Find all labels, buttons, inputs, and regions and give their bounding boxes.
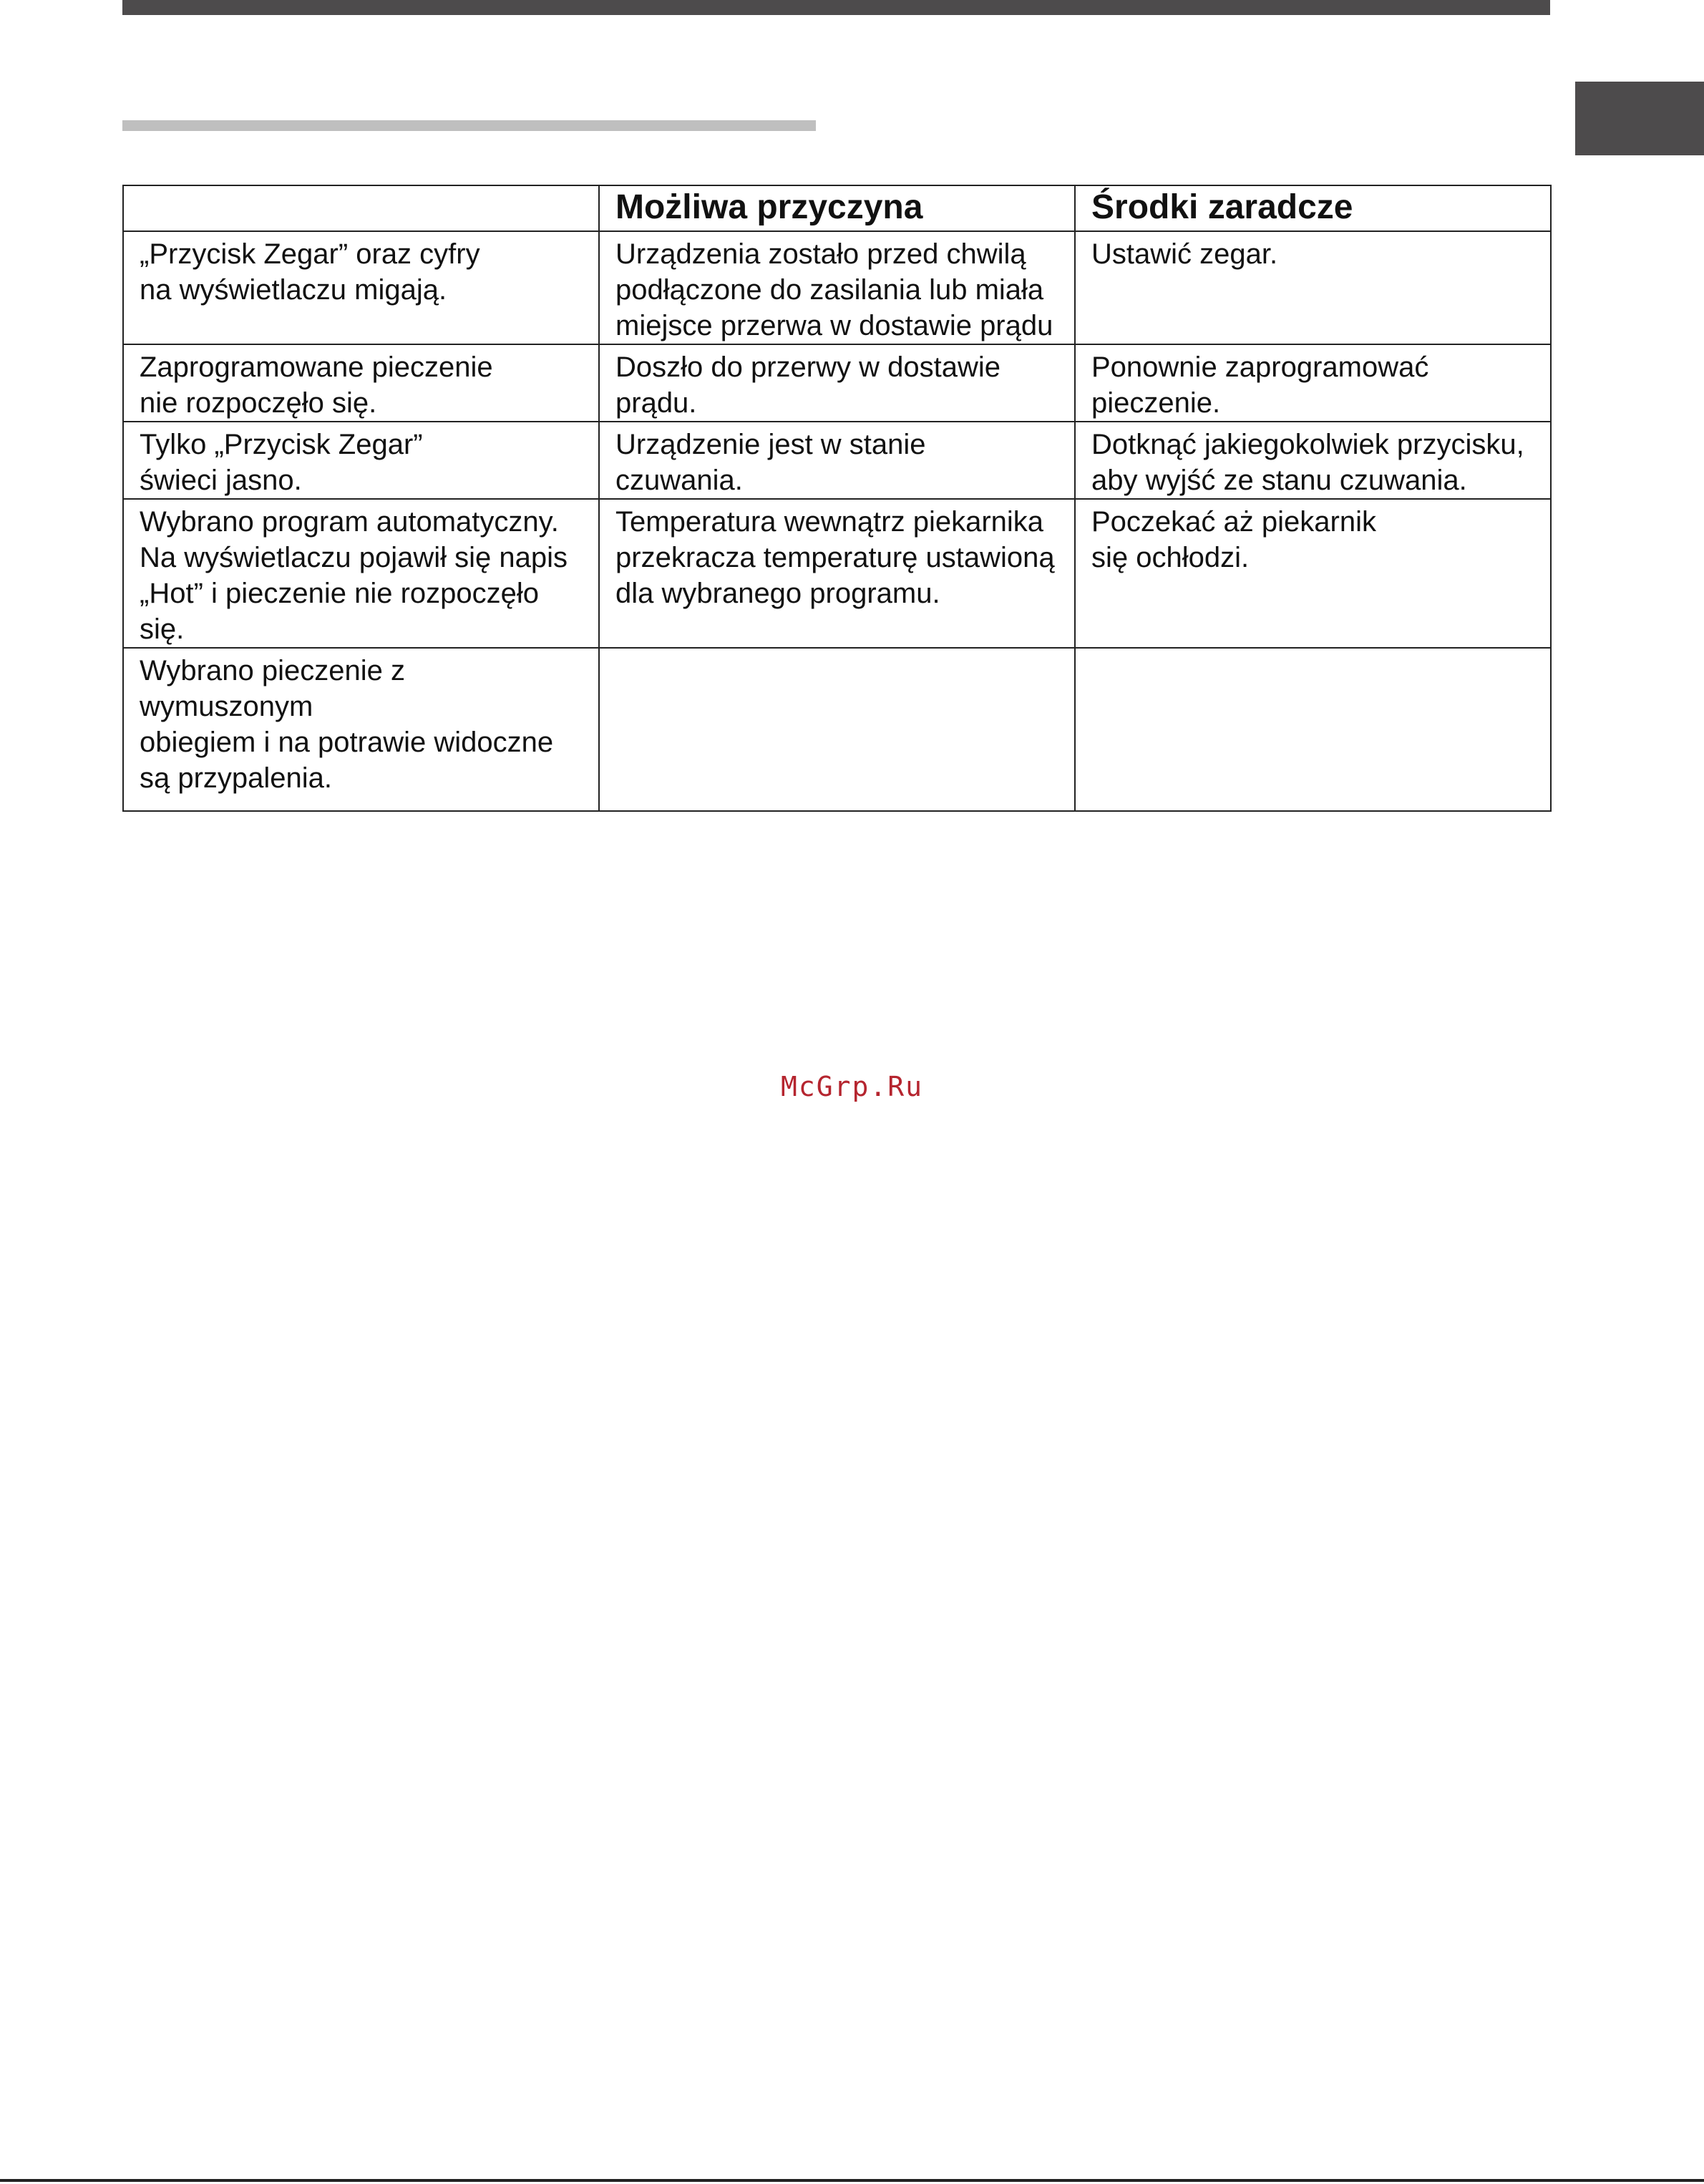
cell-cause xyxy=(599,648,1075,811)
table-row xyxy=(123,499,1551,648)
cell-cause: Doszło do przerwy w dostawie prądu. xyxy=(599,344,1075,422)
section-title-rule xyxy=(122,120,816,131)
header-possible-cause: Możliwa przyczyna xyxy=(599,185,1075,231)
table-header-row xyxy=(123,185,1551,231)
watermark-text: McGrp.Ru xyxy=(780,1071,924,1102)
cell-remedy: Ponownie zaprogramować pieczenie. xyxy=(1075,344,1551,422)
header-remedy: Środki zaradcze xyxy=(1075,185,1551,231)
cell-remedy: Ustawić zegar. xyxy=(1075,231,1551,344)
footer-rule xyxy=(0,2179,1704,2182)
header-problem xyxy=(123,185,599,231)
table-row xyxy=(123,422,1551,499)
cell-problem: Tylko „Przycisk Zegar” świeci jasno. xyxy=(123,422,599,499)
table-row xyxy=(123,344,1551,422)
cell-remedy xyxy=(1075,648,1551,811)
cell-remedy: Dotknąć jakiegokolwiek przycisku, aby wyjść ze stanu czuwania. xyxy=(1075,422,1551,499)
cell-problem: Wybrano program automatyczny. Na wyświetlaczu pojawił się napis „Hot” i pieczenie nie rozpoczęło się. xyxy=(123,499,599,648)
cell-problem: Zaprogramowane pieczenie nie rozpoczęło się. xyxy=(123,344,599,422)
cell-remedy: Poczekać aż piekarnik się ochłodzi. xyxy=(1075,499,1551,648)
cell-cause: Temperatura wewnątrz piekarnika przekracza temperaturę ustawioną dla wybranego programu. xyxy=(599,499,1075,648)
cell-cause: Urządzenia zostało przed chwilą podłączone do zasilania lub miała miejsce przerwa w dostawie prądu xyxy=(599,231,1075,344)
table-row xyxy=(123,231,1551,344)
chapter-tab xyxy=(1575,82,1704,155)
troubleshooting-table xyxy=(122,185,1552,812)
cell-problem: „Przycisk Zegar” oraz cyfry na wyświetlaczu migają. xyxy=(123,231,599,344)
header-bar xyxy=(122,0,1550,15)
cell-problem: Wybrano pieczenie z wymuszonym obiegiem i na potrawie widoczne są przypalenia. xyxy=(123,648,599,811)
cell-cause: Urządzenie jest w stanie czuwania. xyxy=(599,422,1075,499)
table-row xyxy=(123,648,1551,811)
